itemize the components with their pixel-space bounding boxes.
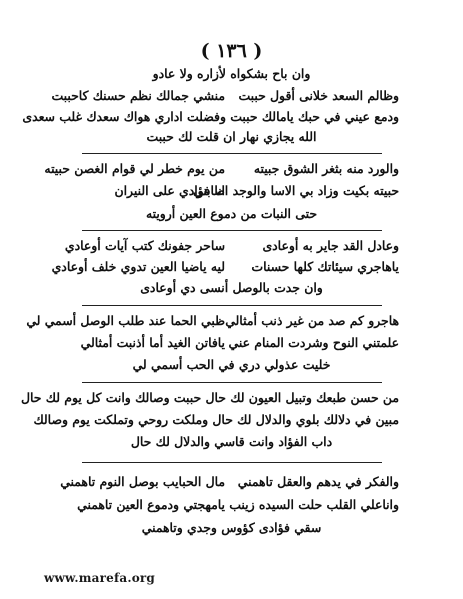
verse-line: داب الفؤاد وانت قاسي والدلال لك حال (130, 434, 333, 449)
verse-line: علمتني النوح وشردت المنام عني (228, 335, 399, 350)
verse-line: يامهجتي ودموع العين تاهمني (77, 497, 225, 512)
verse-line: انا فؤادي على النيران (114, 183, 225, 198)
verse-line: من يوم خطر لي قوام الغصن حبيته (44, 161, 225, 176)
verse-line: مبين في دلالك بلوي والدلال لك حال وملكت روحي وتملكت يوم وصالك (33, 412, 399, 427)
verse-line: حبيته بكيت وزاد بي الاسا والوجد اصابني (193, 183, 399, 198)
footer-url: www.marefa.org (44, 571, 156, 585)
verse-line: منشي جمالك نظم حسنك كاحببت (51, 88, 225, 103)
verse-line: يافاتن الغيد أما أذنبت أمثالي (80, 335, 225, 350)
verse-line: ساحر جفونك كتب آيات أوعادي (64, 238, 225, 253)
verse-line: والورد منه بثغر الشوق جبيته (253, 161, 399, 176)
section-divider (82, 382, 382, 383)
section-divider (82, 153, 382, 154)
verse-line: ظبي الحما عند طلب الوصل أسمي لي (26, 313, 225, 328)
section-divider (82, 305, 382, 306)
verse-line: واناعلي القلب حلت السيده زينب (229, 497, 399, 512)
verse-line: وعادل القد جاير به أوعادى (262, 238, 399, 253)
verse-line: خليت عذولي دري في الحب أسمي لي (132, 357, 331, 372)
verse-line: سقي فؤادى كؤوس وجدي وتاهمني (141, 520, 322, 535)
verse-line: مال الحبايب بوصل النوم تاهمني (60, 474, 225, 489)
verse-line: وان باح بشكواه لأزاره ولا عادو (152, 66, 311, 81)
verse-line: ودمع عيني في حبك يامالك حببت وفضلت اداري هواك سعدك غلب سعدى (22, 109, 399, 124)
verse-line: وظالم السعد خلانى أقول حببت (238, 88, 399, 103)
verse-line: ليه ياضيا العين تدوي خلف أوعادي (51, 259, 225, 274)
page-number: ( ١٣٦ ) (200, 40, 263, 62)
verse-line: وان جدت بالوصل أنسى دي أوعادى (140, 280, 323, 295)
verse-line: من حسن طبعك وتبيل العيون لك حال حببت وصالك وانت كل يوم لك حال (21, 390, 399, 405)
section-divider (82, 230, 382, 231)
verse-line: ياهاجري سيئاتك كلها حسنات (251, 259, 399, 274)
section-divider (82, 462, 382, 463)
verse-line: والفكر في يدهم والعقل تاهمني (237, 474, 399, 489)
verse-line: حتى النبات من دموع العين أرويته (145, 206, 318, 221)
verse-line: الله يجازي نهار ان قلت لك حببت (146, 129, 317, 144)
verse-line: هاجرو كم صد من غير ذنب أمثالي (225, 313, 399, 328)
